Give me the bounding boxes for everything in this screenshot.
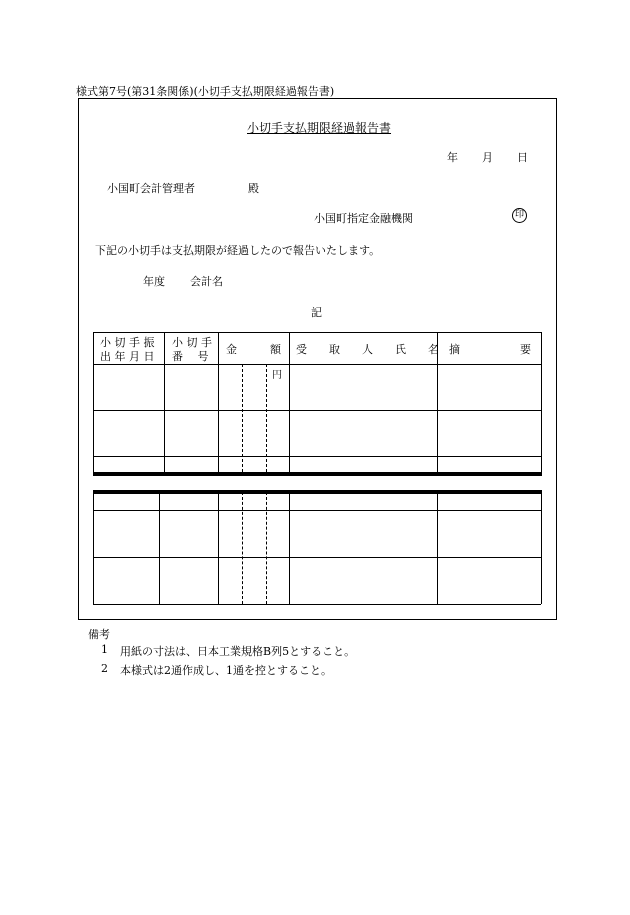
note-text: 本様式は2通作成し、1通を控とすること。 [120,664,332,677]
notes-heading: 備考 [88,628,110,641]
header-check-number-line2: 番 号 [172,350,209,363]
body-text: 下記の小切手は支払期限が経過したので報告いたします。 [95,244,381,257]
sender: 小国町指定金融機関 [314,212,413,225]
header-remarks-a: 摘 [449,343,460,356]
account-name-label: 会計名 [190,275,223,288]
header-amount-b: 額 [270,343,281,356]
note-number: 2 [101,662,108,675]
header-remarks-b: 要 [520,343,531,356]
note-number: 1 [101,643,108,656]
note-text: 用紙の寸法は、日本工業規格B列5とすること。 [120,645,356,658]
header-check-number-line1: 小 切 手 [172,336,212,349]
header-issue-date-line1: 小 切 手 振 [100,336,155,349]
honorific: 殿 [248,182,259,195]
date-day: 日 [517,151,528,164]
page-title: 小切手支払期限経過報告書 [247,121,392,135]
yen-unit: 円 [272,370,282,381]
form-label: 様式第7号(第31条関係)(小切手支払期限経過報告書) [76,85,335,98]
date-month: 月 [482,151,493,164]
addressee: 小国町会計管理者 [107,182,195,195]
seal-mark: 印 [512,208,527,223]
date-year: 年 [447,151,458,164]
header-issue-date-line2: 出 年 月 日 [100,350,155,363]
header-payee-name: 受 取 人 氏 名 [296,343,439,356]
ki-label: 記 [311,306,322,319]
header-amount-a: 金 [226,343,237,356]
fiscal-year-label: 年度 [143,275,165,288]
